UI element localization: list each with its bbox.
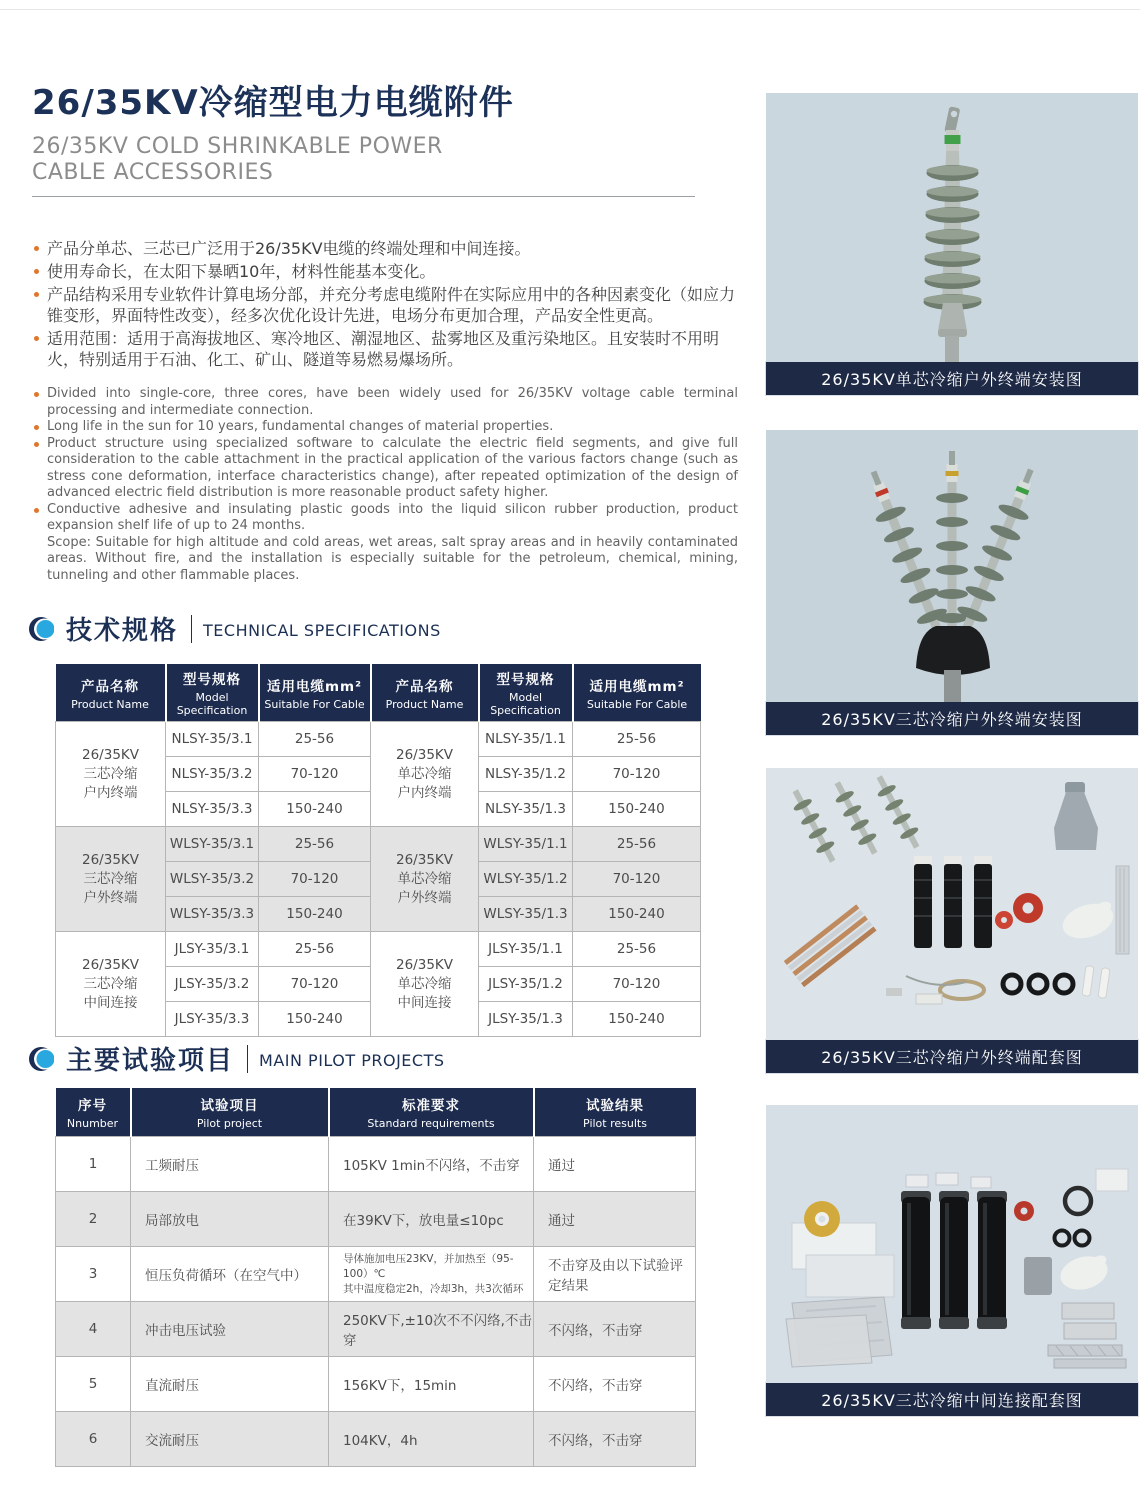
cable-cell: 25-56	[573, 932, 701, 967]
cn-feature-list	[32, 238, 738, 372]
pilot-result-cell: 通过	[534, 1192, 696, 1247]
figure-caption: 26/35KV三芯冷缩户外终端配套图	[766, 1040, 1138, 1073]
cable-cell: 25-56	[259, 827, 371, 862]
pilot-project-cell: 恒压负荷循环（在空气中）	[131, 1247, 329, 1302]
cable-cell: 70-120	[573, 967, 701, 1002]
cable-cell: 70-120	[259, 967, 371, 1002]
standard-requirement-cell: 105KV 1min不闪络，不击穿	[329, 1137, 534, 1192]
termination-kit-photo	[766, 768, 1138, 1040]
pilot-row	[56, 1357, 696, 1412]
title-rule	[32, 196, 695, 197]
pilot-project-cell: 工频耐压	[131, 1137, 329, 1192]
standard-requirement-cell: 156KV下，15min	[329, 1357, 534, 1412]
single-core-termination-photo	[766, 93, 1138, 362]
pilot-result-cell: 不闪络，不击穿	[534, 1357, 696, 1412]
row-number-cell: 3	[56, 1247, 131, 1302]
figure-caption: 26/35KV单芯冷缩户外终端安装图	[766, 362, 1138, 395]
bullet-dot-icon	[34, 442, 39, 447]
en-feature-list	[32, 386, 738, 584]
standard-requirement-cell: 在39KV下，放电量≤10pc	[329, 1192, 534, 1247]
pilot-project-cell: 局部放电	[131, 1192, 329, 1247]
bullet-dot-icon	[34, 336, 39, 341]
cable-cell: 25-56	[259, 722, 371, 757]
model-cell: NLSY-35/3.2	[166, 757, 259, 792]
joint-kit-photo	[766, 1105, 1138, 1383]
pilot-section-title-en: MAIN PILOT PROJECTS	[259, 1051, 445, 1070]
pilot-project-cell: 交流耐压	[131, 1412, 329, 1467]
row-number-cell: 5	[56, 1357, 131, 1412]
cn-feature-item	[32, 238, 738, 259]
bullet-dot-icon	[34, 246, 39, 251]
model-cell: NLSY-35/1.2	[479, 757, 573, 792]
bullet-dot-icon	[34, 392, 39, 397]
cable-cell: 70-120	[259, 862, 371, 897]
cable-cell: 150-240	[259, 897, 371, 932]
pilot-section-title-cn: 主要试验项目	[66, 1046, 235, 1076]
row-number-cell: 4	[56, 1302, 131, 1357]
section-title-divider	[247, 1045, 248, 1073]
model-cell: JLSY-35/3.2	[166, 967, 259, 1002]
bullet-dot-icon	[34, 425, 39, 430]
pilot-result-cell: 不击穿及由以下试验评定结果	[534, 1247, 696, 1302]
section-title-divider	[191, 615, 192, 643]
figure-three-core-outdoor-termination	[766, 430, 1138, 735]
pilot-result-cell: 不闪络，不击穿	[534, 1302, 696, 1357]
cn-feature-item	[32, 261, 738, 282]
bullet-dot-icon	[34, 292, 39, 297]
en-feature-item	[32, 386, 738, 419]
technical-specifications-table	[55, 664, 701, 1037]
row-number-cell: 1	[56, 1137, 131, 1192]
model-cell: WLSY-35/1.1	[479, 827, 573, 862]
en-feature-text: Long life in the sun for 10 years, fundamental changes of material properties.	[47, 419, 554, 434]
en-feature-item	[32, 419, 738, 436]
standard-requirement-cell: 250KV下,±10次不不闪络,不击穿	[329, 1302, 534, 1357]
model-cell: NLSY-35/3.3	[166, 792, 259, 827]
tech-section-header	[28, 610, 441, 647]
pilot-project-cell: 冲击电压试验	[131, 1302, 329, 1357]
pilot-row	[56, 1137, 696, 1192]
product-name-cell: 26/35KV 单芯冷缩 户内终端	[371, 722, 479, 827]
en-feature-text: Conductive adhesive and insulating plastic goods into the liquid silicon rubber production, product expansion shelf life of up to 24 months.	[47, 501, 738, 533]
page-top-rule	[0, 9, 1140, 10]
model-cell: JLSY-35/3.3	[166, 1002, 259, 1037]
model-cell: WLSY-35/1.2	[479, 862, 573, 897]
model-cell: NLSY-35/3.1	[166, 722, 259, 757]
cable-cell: 70-120	[573, 757, 701, 792]
cable-cell: 150-240	[573, 1002, 701, 1037]
cn-feature-text: 产品结构采用专业软件计算电场分部，并充分考虑电缆附件在实际应用中的各种因素变化（如应力锥变形，界面特性改变），经多次优化设计先进，电场分布更加合理，产品安全性更高。	[47, 285, 736, 325]
product-name-cell: 26/35KV 三芯冷缩 户内终端	[56, 722, 166, 827]
product-name-cell: 26/35KV 单芯冷缩 中间连接	[371, 932, 479, 1037]
en-feature-text: Product structure using specialized software to calculate the electric field segments, and give full consideration to the cable attachment in the practical application of the various factors change (such as stress cone deformation, interface characteristics change), after repeated optimization of the design of advanced electric field distribution is more reasonable product safety higher.	[47, 435, 738, 500]
cn-feature-item	[32, 284, 738, 326]
pilot-row	[56, 1192, 696, 1247]
three-core-termination-photo	[766, 430, 1138, 702]
cable-cell: 70-120	[259, 757, 371, 792]
product-name-cell: 26/35KV 三芯冷缩 户外终端	[56, 827, 166, 932]
tech-row	[56, 722, 701, 757]
pilot-header-cell: 标准要求 Standard requirements	[329, 1088, 534, 1137]
pilot-result-cell: 通过	[534, 1137, 696, 1192]
en-scope-text: Scope: Suitable for high altitude and cold areas, wet areas, salt spray areas and in heavily contaminated areas. Without fire, and the installation is especially suitable for the petroleum, chemical, mining, tunneling and other flammable places.	[47, 534, 738, 583]
cable-cell: 150-240	[573, 792, 701, 827]
section-bullet-icon	[28, 1046, 54, 1072]
pilot-header-row	[56, 1088, 696, 1137]
model-cell: JLSY-35/1.1	[479, 932, 573, 967]
cable-cell: 150-240	[259, 792, 371, 827]
tech-header-row	[56, 664, 701, 722]
row-number-cell: 6	[56, 1412, 131, 1467]
page-subtitle: 26/35KV COLD SHRINKABLE POWER CABLE ACCESSORIES	[32, 134, 443, 185]
tech-section-title-en: TECHNICAL SPECIFICATIONS	[203, 621, 441, 640]
pilot-projects-table	[55, 1088, 696, 1467]
tech-header-cell: 型号规格 Model Specification	[479, 664, 573, 722]
cn-feature-text: 适用范围：适用于高海拔地区、寒冷地区、潮湿地区、盐雾地区及重污染地区。且安装时不用明火，特别适用于石油、化工、矿山、隧道等易燃易爆场所。	[47, 329, 720, 369]
cable-cell: 150-240	[573, 897, 701, 932]
tech-header-cell: 适用电缆mm² Suitable For Cable	[573, 664, 701, 722]
tech-section-title-cn: 技术规格	[66, 616, 179, 646]
model-cell: WLSY-35/3.2	[166, 862, 259, 897]
cable-cell: 150-240	[259, 1002, 371, 1037]
row-number-cell: 2	[56, 1192, 131, 1247]
pilot-row	[56, 1412, 696, 1467]
figure-caption: 26/35KV三芯冷缩户外终端安装图	[766, 702, 1138, 735]
cable-cell: 25-56	[573, 827, 701, 862]
model-cell: WLSY-35/3.1	[166, 827, 259, 862]
tech-header-cell: 适用电缆mm² Suitable For Cable	[259, 664, 371, 722]
pilot-row	[56, 1247, 696, 1302]
pilot-header-cell: 序号 Nnumber	[56, 1088, 131, 1137]
cable-cell: 25-56	[573, 722, 701, 757]
model-cell: WLSY-35/3.3	[166, 897, 259, 932]
pilot-result-cell: 不闪络，不击穿	[534, 1412, 696, 1467]
model-cell: JLSY-35/3.1	[166, 932, 259, 967]
model-cell: WLSY-35/1.3	[479, 897, 573, 932]
tech-header-cell: 产品名称 Product Name	[371, 664, 479, 722]
cn-feature-text: 产品分单芯、三芯已广泛用于26/35KV电缆的终端处理和中间连接。	[47, 239, 531, 258]
cable-cell: 25-56	[259, 932, 371, 967]
cn-feature-text: 使用寿命长，在太阳下暴晒10年，材料性能基本变化。	[47, 262, 436, 281]
figure-caption: 26/35KV三芯冷缩中间连接配套图	[766, 1383, 1138, 1416]
section-bullet-icon	[28, 616, 54, 642]
standard-requirement-cell: 104KV，4h	[329, 1412, 534, 1467]
model-cell: JLSY-35/1.3	[479, 1002, 573, 1037]
bullet-dot-icon	[34, 269, 39, 274]
bullet-dot-icon	[34, 508, 39, 513]
figure-single-core-outdoor-termination	[766, 93, 1138, 395]
cn-feature-item	[32, 328, 738, 370]
tech-header-cell: 产品名称 Product Name	[56, 664, 166, 722]
pilot-header-cell: 试验项目 Pilot project	[131, 1088, 329, 1137]
pilot-row	[56, 1302, 696, 1357]
product-name-cell: 26/35KV 单芯冷缩 户外终端	[371, 827, 479, 932]
page-title: 26/35KV冷缩型电力电缆附件	[32, 83, 514, 123]
pilot-header-cell: 试验结果 Pilot results	[534, 1088, 696, 1137]
standard-requirement-cell: 导体施加电压23KV，并加热至（95-100）℃ 其中温度稳定2h，冷却3h，共3次循环	[329, 1247, 534, 1302]
model-cell: JLSY-35/1.2	[479, 967, 573, 1002]
page-header	[32, 84, 732, 197]
en-feature-item	[32, 436, 738, 502]
pilot-project-cell: 直流耐压	[131, 1357, 329, 1412]
en-feature-item	[32, 502, 738, 585]
pilot-section-header	[28, 1040, 445, 1077]
product-name-cell: 26/35KV 三芯冷缩 中间连接	[56, 932, 166, 1037]
tech-row	[56, 932, 701, 967]
cable-cell: 70-120	[573, 862, 701, 897]
tech-header-cell: 型号规格 Model Specification	[166, 664, 259, 722]
model-cell: NLSY-35/1.3	[479, 792, 573, 827]
en-feature-text: Divided into single-core, three cores, have been widely used for 26/35KV voltage cable terminal processing and intermediate connection.	[47, 386, 738, 418]
figure-three-core-joint-kit	[766, 1105, 1138, 1416]
tech-row	[56, 827, 701, 862]
model-cell: NLSY-35/1.1	[479, 722, 573, 757]
figure-three-core-termination-kit	[766, 768, 1138, 1073]
